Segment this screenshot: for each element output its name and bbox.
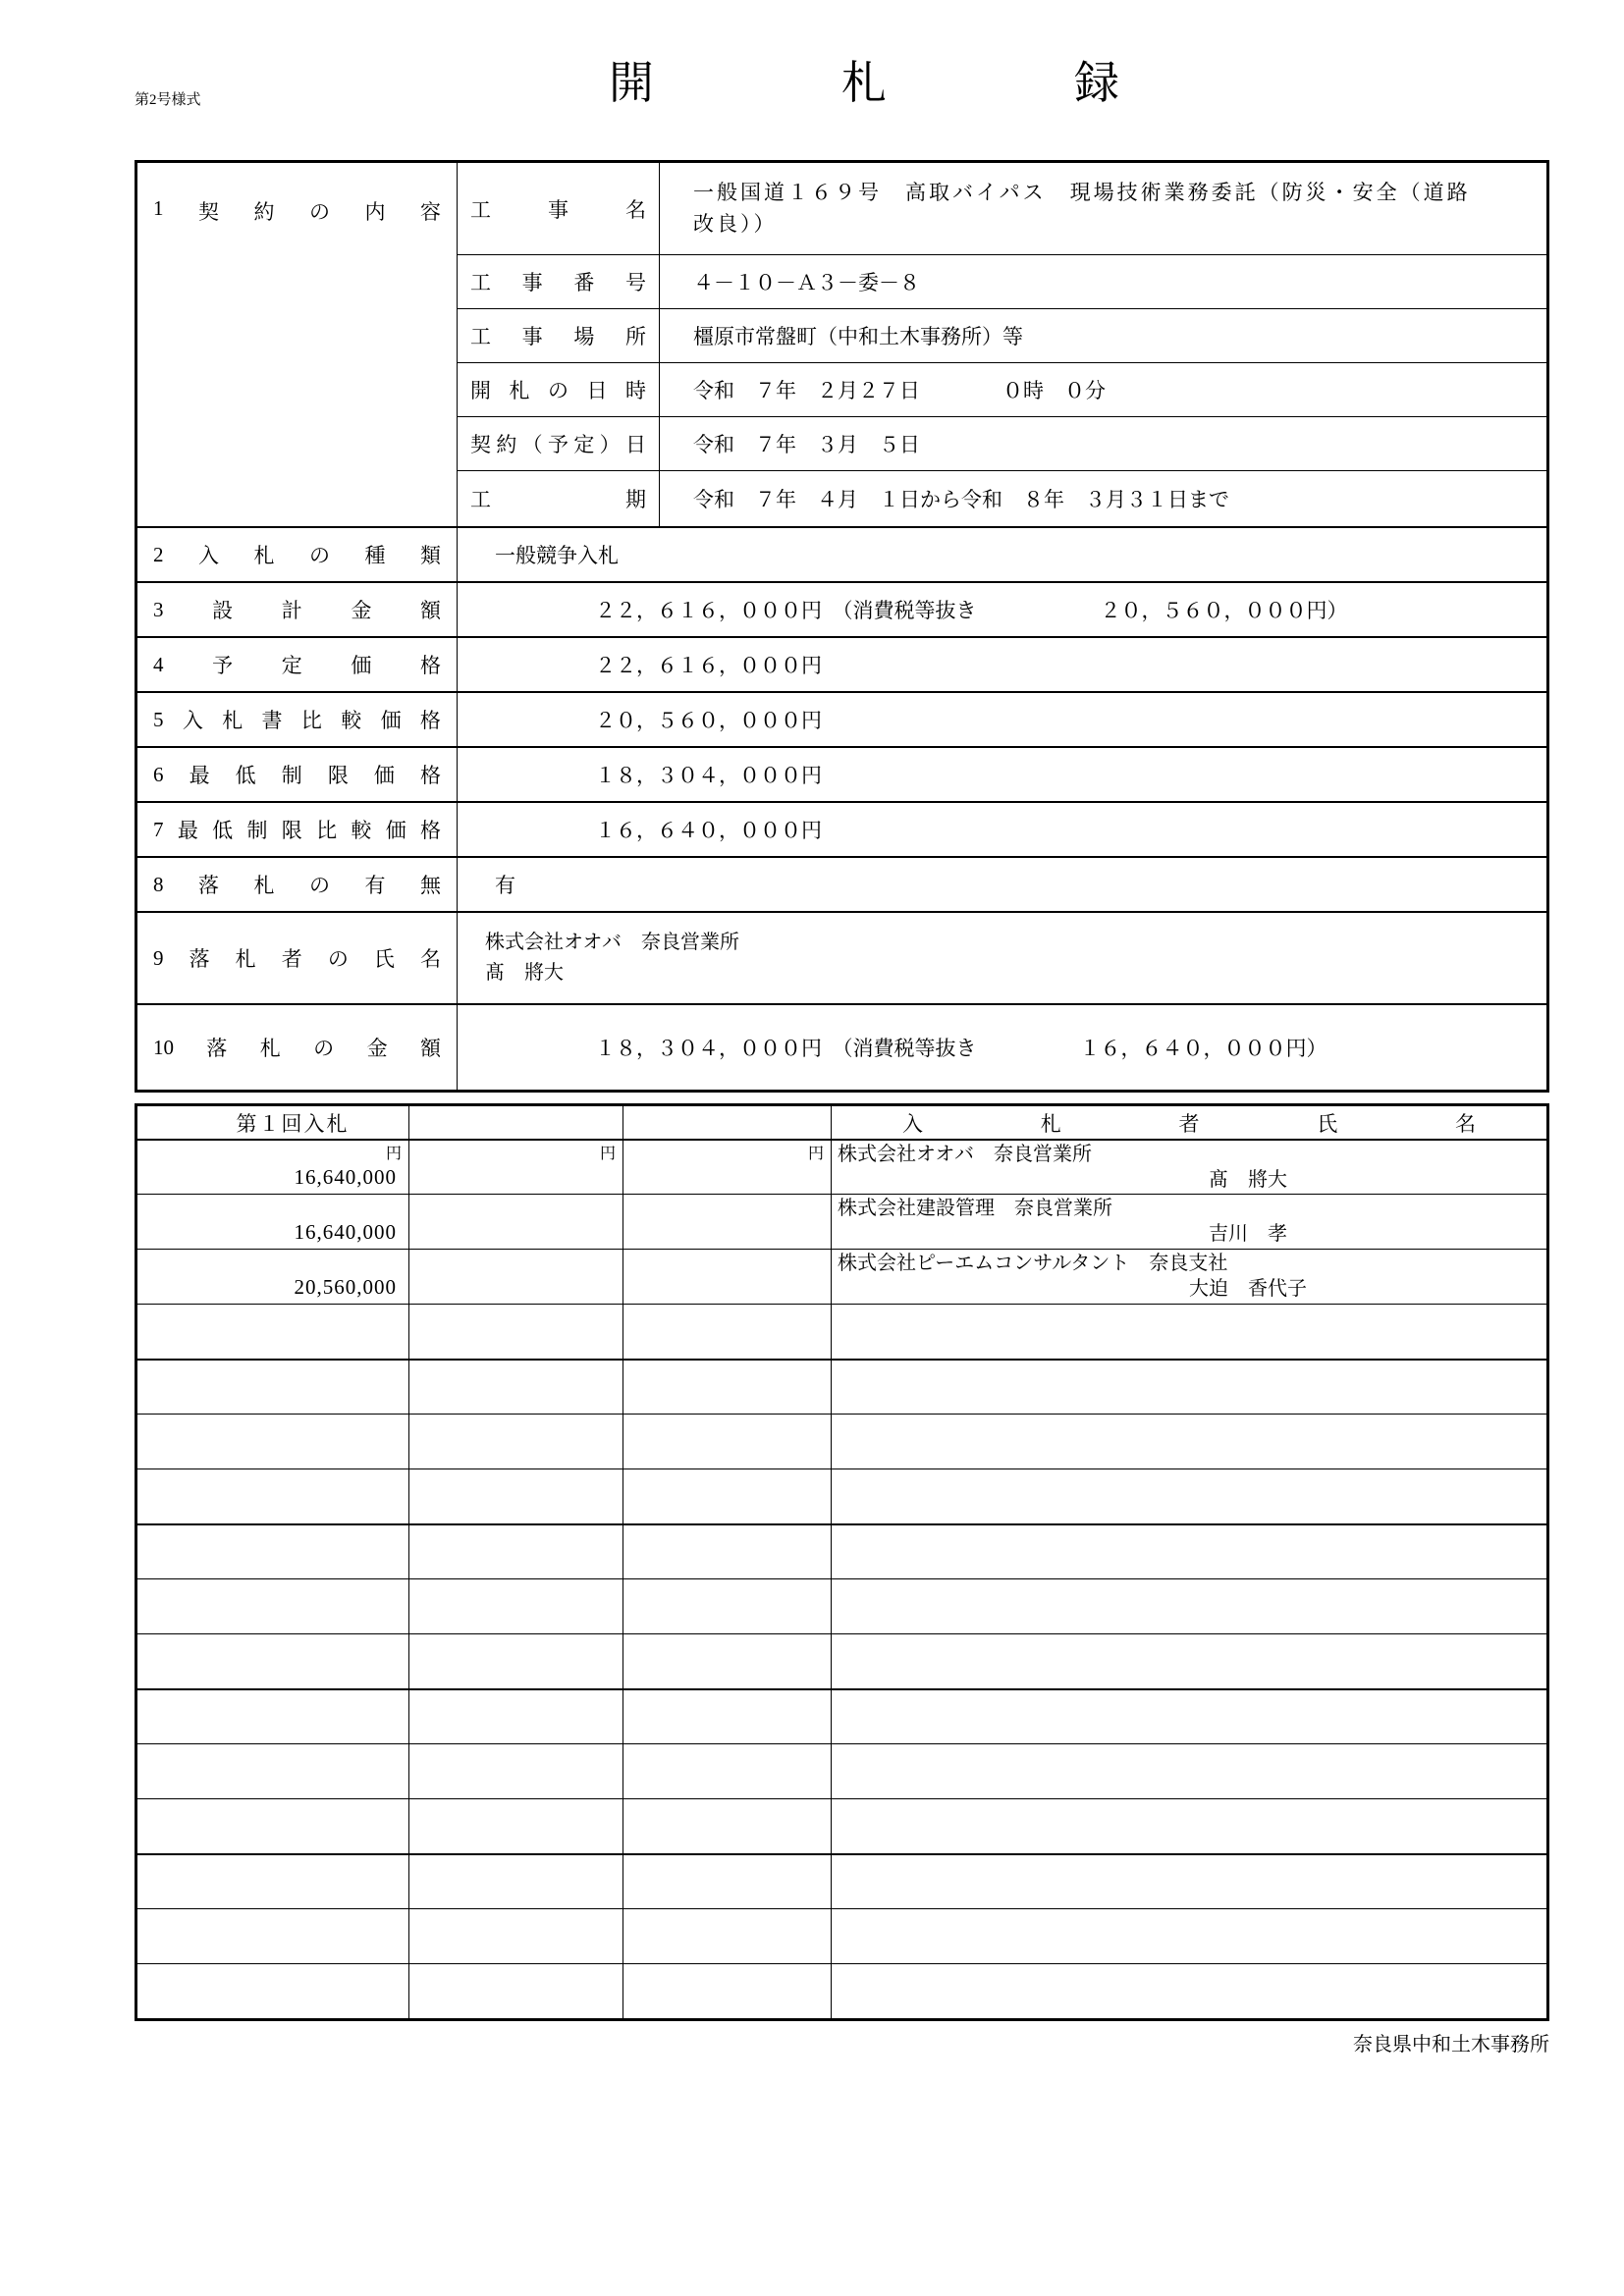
bid-amount-cell-3 (623, 1415, 832, 1468)
bid-amount-cell-3 (623, 1525, 832, 1578)
contract-summary-table (135, 160, 1549, 1093)
section-winner-name (137, 911, 1546, 1003)
bid-amount-cell-3 (623, 1141, 832, 1194)
bid-amount-cell (137, 1469, 409, 1523)
value-project-period: 令和 ７年 ４月 １日から令和 ８年 ３月３１日まで (693, 488, 1229, 511)
project-name-line1: 一般国道１６９号 高取バイパス 現場技術業務委託（防災・安全（道路 (693, 181, 1471, 204)
bidder-row (137, 1249, 1546, 1304)
subrow-project-name (458, 163, 1546, 254)
bid-amount-cell-2 (409, 1525, 623, 1578)
bid-amount-cell-2 (409, 1361, 623, 1414)
label-minimum-limit-comparison-price: 7 最 低 制 限 比 較 価 格 (137, 803, 458, 856)
label-project-name: 工 事 名 (458, 163, 660, 254)
label-design-amount: 3 設 計 金 額 (137, 583, 458, 636)
empty-bidder-row (137, 1798, 1546, 1853)
header-round-3 (623, 1106, 832, 1139)
bid-amount-cell-3 (623, 1634, 832, 1688)
bid-amount-cell-3 (623, 1469, 832, 1523)
section-award-amount (137, 1003, 1546, 1090)
empty-bidder-row (137, 1578, 1546, 1633)
bid-table-header (137, 1106, 1546, 1139)
yen-unit: 円 (807, 1146, 824, 1162)
empty-bidder-row (137, 1963, 1546, 2018)
value-award-status: 有 (495, 874, 515, 897)
bidder-row (137, 1139, 1546, 1194)
bidder-name-cell (832, 1744, 1546, 1798)
empty-bidder-row (137, 1908, 1546, 1963)
empty-bidder-row (137, 1359, 1546, 1414)
bid-amount-cell-2 (409, 1964, 623, 2018)
empty-bidder-row (137, 1743, 1546, 1798)
section-planned-price (137, 636, 1546, 691)
bidder-company: 株式会社ピーエムコンサルタント 奈良支社 (838, 1253, 1228, 1274)
label-minimum-limit-price: 6 最 低 制 限 価 格 (137, 748, 458, 801)
bid-amount-cell (137, 1799, 409, 1853)
bid-amount-cell-3 (623, 1361, 832, 1414)
bidder-name-cell (832, 1799, 1546, 1853)
label-project-number: 工 事 番 号 (458, 255, 660, 308)
bid-amount: 16,640,000 (294, 1165, 397, 1189)
section-award-status (137, 856, 1546, 911)
value-project-number: ４－１０－Ａ３－委－８ (693, 271, 920, 294)
subrow-contract-date (458, 416, 1546, 470)
bidder-person: 吉川 孝 (1209, 1223, 1287, 1245)
bid-amount-cell-3 (623, 1855, 832, 1908)
bid-amount-cell-2 (409, 1250, 623, 1304)
value-bid-type: 一般競争入札 (495, 544, 619, 567)
bid-amount-cell (137, 1634, 409, 1688)
label-award-status: 8 落 札 の 有 無 (137, 858, 458, 911)
bidder-name-cell (832, 1855, 1546, 1908)
value-minimum-limit-comparison-price: １６，６４０，０００円 (595, 819, 822, 842)
bidder-name-cell (832, 1250, 1546, 1304)
bid-amount-cell (137, 1909, 409, 1963)
bid-amount-cell (137, 1579, 409, 1633)
bid-amount-cell (137, 1250, 409, 1304)
empty-bidder-row (137, 1523, 1546, 1578)
label-award-amount: 10 落 札 の 金 額 (137, 1005, 458, 1090)
bidder-name-cell (832, 1909, 1546, 1963)
bidder-name-cell (832, 1361, 1546, 1414)
bid-amount-cell-2 (409, 1469, 623, 1523)
header-round-1 (137, 1106, 409, 1139)
header-round-2 (409, 1106, 623, 1139)
bid-amount-cell-2 (409, 1195, 623, 1249)
section-bid-type (137, 526, 1546, 581)
bid-amount-cell-3 (623, 1799, 832, 1853)
value-project-name (660, 163, 1546, 254)
subrow-opening-datetime (458, 362, 1546, 416)
bid-amount-cell-2 (409, 1305, 623, 1359)
bid-amount-cell (137, 1195, 409, 1249)
value-opening-datetime: 令和 ７年 ２月２７日 ０時 ０分 (693, 379, 1106, 402)
round-1-label: 第１回入札 (236, 1111, 350, 1136)
label-project-location: 工 事 場 所 (458, 309, 660, 362)
label-bid-type: 2 入 札 の 種 類 (137, 528, 458, 581)
bid-amount-cell-3 (623, 1744, 832, 1798)
bidder-name-cell (832, 1634, 1546, 1688)
issuing-office-label: 奈良県中和土木事務所 (1353, 2034, 1549, 2056)
winner-company: 株式会社オオバ 奈良営業所 (485, 932, 739, 953)
label-contract-date: 契 約 （ 予 定 ） 日 (458, 417, 660, 470)
bidder-name-cell (832, 1141, 1546, 1194)
bid-amount-cell (137, 1744, 409, 1798)
bid-amount-cell-2 (409, 1690, 623, 1743)
bid-amount-cell-2 (409, 1855, 623, 1908)
empty-bidder-row (137, 1468, 1546, 1523)
bid-amount-cell-3 (623, 1964, 832, 2018)
section-minimum-limit-price (137, 746, 1546, 801)
bid-amount-cell (137, 1690, 409, 1743)
bid-amount-cell (137, 1415, 409, 1468)
bid-amount-cell-2 (409, 1799, 623, 1853)
bid-amount-cell (137, 1141, 409, 1194)
subrow-project-number (458, 254, 1546, 308)
bid-amount: 20,560,000 (294, 1275, 397, 1299)
section-contract-contents (137, 163, 1546, 526)
form-number-label: 第2号様式 (135, 92, 201, 108)
empty-bidder-row (137, 1304, 1546, 1359)
bid-amount-cell (137, 1964, 409, 2018)
value-contract-date: 令和 ７年 ３月 ５日 (693, 433, 920, 456)
bidder-name-cell (832, 1690, 1546, 1743)
winner-person: 髙 將大 (485, 962, 564, 984)
bidder-name-cell (832, 1964, 1546, 2018)
label-project-period: 工 期 (458, 471, 660, 526)
label-opening-datetime: 開 札 の 日 時 (458, 363, 660, 416)
subrow-project-location (458, 308, 1546, 362)
bid-amount-cell-3 (623, 1250, 832, 1304)
value-award-amount: １８，３０４，０００円 （消費税等抜き １６，６４０，０００円） (595, 1037, 1327, 1060)
label-bid-comparison-price: 5 入 札 書 比 較 価 格 (137, 693, 458, 746)
bidder-name-cell (832, 1579, 1546, 1633)
subrow-project-period (458, 470, 1546, 526)
bidder-name-cell (832, 1415, 1546, 1468)
page-title: 開 札 録 (609, 58, 1119, 108)
value-winner-name (458, 913, 1546, 1003)
value-planned-price: ２２，６１６，０００円 (595, 654, 822, 677)
bid-amount-cell-2 (409, 1909, 623, 1963)
bid-amount-cell-3 (623, 1579, 832, 1633)
bid-amount-cell (137, 1361, 409, 1414)
bid-amount: 16,640,000 (294, 1220, 397, 1244)
bid-amount-cell-2 (409, 1415, 623, 1468)
empty-bidder-row (137, 1633, 1546, 1688)
value-minimum-limit-price: １８，３０４，０００円 (595, 764, 822, 787)
section-bid-comparison-price (137, 691, 1546, 746)
bid-amount-cell-2 (409, 1141, 623, 1194)
bidder-person: 大迫 香代子 (1189, 1278, 1307, 1300)
empty-bidder-row (137, 1688, 1546, 1743)
label-planned-price: 4 予 定 価 格 (137, 638, 458, 691)
value-project-location: 橿原市常盤町（中和土木事務所）等 (693, 325, 1023, 348)
bid-amount-cell-3 (623, 1909, 832, 1963)
bidder-name-cell (832, 1469, 1546, 1523)
empty-bidder-row (137, 1853, 1546, 1908)
section-design-amount (137, 581, 1546, 636)
header-bidder-name: 入 札 者 氏 名 (902, 1111, 1476, 1136)
bid-amount-cell-3 (623, 1195, 832, 1249)
section-minimum-limit-comparison-price (137, 801, 1546, 856)
bidder-name-cell (832, 1195, 1546, 1249)
empty-bidder-row (137, 1414, 1546, 1468)
label-winner-name: 9 落 札 者 の 氏 名 (137, 913, 458, 1003)
bid-amount-cell-2 (409, 1579, 623, 1633)
bid-amount-cell-3 (623, 1305, 832, 1359)
bid-amount-cell (137, 1305, 409, 1359)
bidder-name-cell (832, 1525, 1546, 1578)
bidder-person: 髙 將大 (1209, 1169, 1287, 1191)
bidder-company: 株式会社建設管理 奈良営業所 (838, 1198, 1112, 1219)
bid-amount-cell (137, 1525, 409, 1578)
bid-amount-cell-3 (623, 1690, 832, 1743)
bidder-company: 株式会社オオバ 奈良営業所 (838, 1144, 1092, 1165)
bid-amount-cell (137, 1855, 409, 1908)
bid-amount-cell-2 (409, 1744, 623, 1798)
project-name-line2: 改良）） (693, 211, 778, 236)
bidder-row (137, 1194, 1546, 1249)
yen-unit: 円 (599, 1146, 616, 1162)
bidder-name-cell (832, 1305, 1546, 1359)
value-design-amount: ２２，６１６，０００円 （消費税等抜き ２０，５６０，０００円） (595, 599, 1348, 622)
section-label-contract-contents: 1 契 約 の 内 容 (137, 163, 458, 526)
value-bid-comparison-price: ２０，５６０，０００円 (595, 709, 822, 732)
bid-results-table (135, 1103, 1549, 2021)
bid-amount-cell-2 (409, 1634, 623, 1688)
yen-unit: 円 (385, 1146, 402, 1162)
contract-subrows (458, 163, 1546, 526)
